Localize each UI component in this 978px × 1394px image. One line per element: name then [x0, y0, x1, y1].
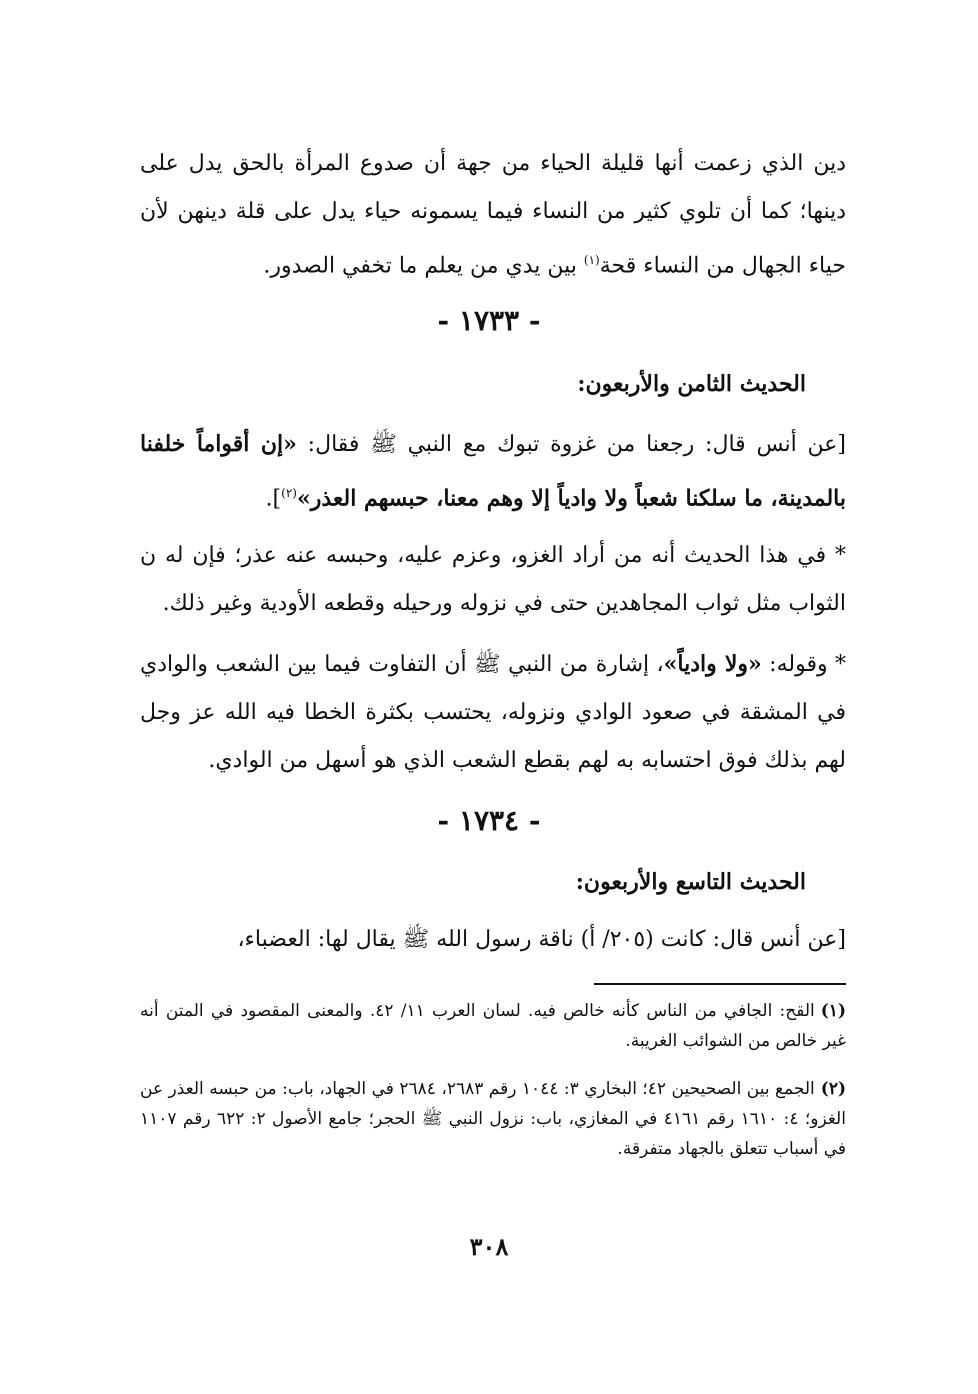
hadith-1734-text: [عن أنس قال: كانت (٢٠٥/ أ) ناقة رسول الله ﷺ يقال لها: العضباء،: [237, 927, 846, 952]
commentary-paragraph-1: * في هذا الحديث أنه من أراد الغزو، وعزم عليه، وحبسه عنه عذر؛ فإن له ن الثواب مثل ثواب المجاهدين حتى في نزوله ورحيله وقطعه الأودية وغير ذلك.: [140, 543, 846, 616]
footnote-2-number: (٢): [820, 1079, 846, 1099]
footnote-2: [140, 1074, 846, 1164]
hadith-1733-text: [140, 420, 846, 523]
commentary-2-quote: «ولا وادياً»: [663, 651, 762, 677]
footnote-mark-2: (٢): [281, 486, 297, 500]
opening-paragraph-end: بين يدي من يعلم ما تخفي الصدور.: [263, 253, 584, 279]
hadith-1733-narration: [عن أنس قال: رجعنا من غزوة تبوك مع النبي ﷺ فقال:: [296, 432, 846, 457]
commentary-2-rest: ، إشارة من النبي ﷺ أن التفاوت فيما بين الشعب والوادي في المشقة في صعود الوادي ونزوله، يحتسب بكثرة الخطا فيه الله عز وجل لهم بذلك فوق احتسابه به لهم بقطع الشعب الذي هو أسهل من الوادي.: [140, 652, 846, 773]
hadith-1733-end: ].: [265, 486, 282, 512]
hadith-number-1733: - ١٧٣٣ -: [437, 304, 541, 337]
footnote-2-text: الجمع بين الصحيحين ٤٢؛ البخاري ٣: ١٠٤٤ رقم ٢٦٨٣، ٢٦٨٤ في الجهاد، باب: من حبسه العذر عن الغزو؛ ٤: ١٦١٠ رقم ٤١٦١ في المغازي، باب: نزول النبي ﷺ الحجر؛ جامع الأصول ٢: ٦٢٢ رقم ١١٠٧ في أسباب تتعلق بالجهاد متفرقة.: [140, 1079, 846, 1159]
footnote-1-text: القح: الجافي من الناس كأنه خالص فيه. لسان العرب ١١/ ٤٢. والمعنى المقصود في المتن أنه غير خالص من الشوائب الغريبة.: [140, 1001, 846, 1051]
commentary-2-start: * وقوله:: [761, 652, 846, 677]
hadith-1733-heading: الحديث الثامن والأربعون:: [577, 371, 806, 397]
hadith-1734-heading: الحديث التاسع والأربعون:: [575, 869, 806, 895]
footnote-1: [140, 996, 846, 1056]
page-number: ٣٠٨: [469, 1232, 509, 1261]
footnote-separator: [594, 983, 846, 985]
opening-paragraph-text: دين الذي زعمت أنها قليلة الحياء من جهة أن صدوع المرأة بالحق يدل على دينها؛ كما أن تلوي كثير من النساء فيما يسمونه حياء يدل على قلة دينهن لأن حياء الجهال من النساء قحة: [140, 151, 846, 279]
footnote-1-number: (١): [820, 1001, 846, 1021]
footnote-mark-1: (١): [583, 253, 600, 267]
opening-paragraph: [140, 140, 846, 290]
hadith-1733-quote: «إن أقواماً خلفنا بالمدينة، ما سلكنا شعباً ولا وادياً إلا وهم معنا، حبسهم العذر»: [140, 431, 846, 512]
hadith-number-1734: - ١٧٣٤ -: [437, 804, 541, 837]
commentary-paragraph-2: [140, 640, 846, 785]
